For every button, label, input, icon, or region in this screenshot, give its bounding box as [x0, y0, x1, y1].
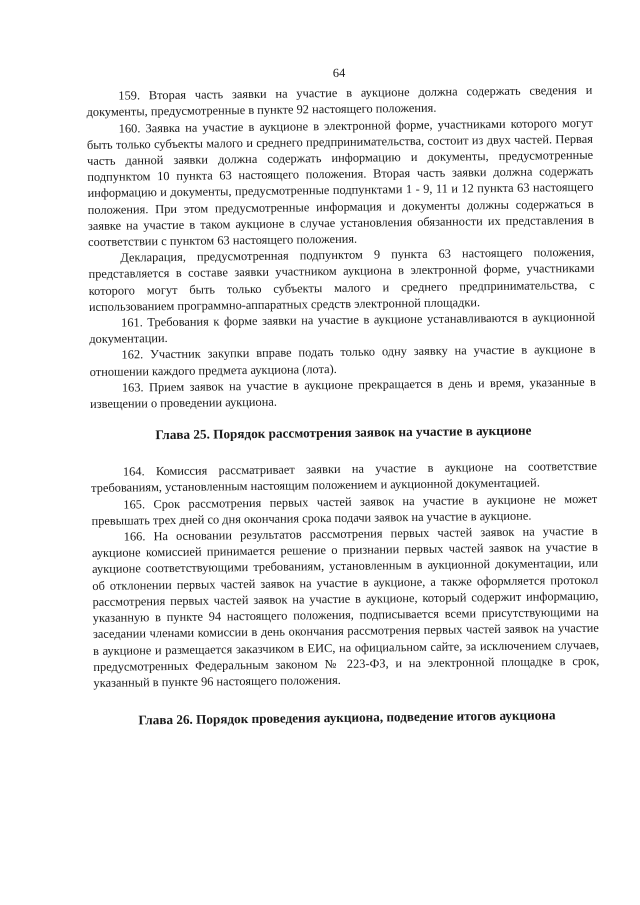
page-number: 64: [332, 65, 346, 80]
paragraph-declaration: Декларация, предусмотренная подпунктом 9 пункта 63 настоящего положения, представляется в составе заявки участником аукциона в электронной форме, участниками которого могут быть только субъекты малого и среднего предпринимательства, с использованием программно-аппаратных средств электронной площадки.: [88, 245, 595, 314]
paragraph-159: 159. Вторая часть заявки на участие в аукционе должна содержать сведения и документы, предусмотренные в пункте 92 настоящего положения.: [86, 83, 593, 120]
chapter-26-heading: Глава 26. Порядок проведения аукциона, подведение итогов аукциона: [138, 707, 556, 728]
chapter-25-heading: Глава 25. Порядок рассмотрения заявок на участие в аукционе: [155, 422, 532, 443]
paragraph-160: 160. Заявка на участие в аукционе в электронной форме, участниками которого могут быть только субъекты малого и среднего предпринимательства, состоит из двух частей. Первая часть данной заявки должна содержать информацию и документы, предусмотренные подпунктом 10 пункта 63 настоящего положения. Вторая часть заявки должна содержать информацию и документы, предусмотренные подпунктами 1 - 9, 11 и 12 пункта 63 настоящего положения. При этом предусмотренные информация и документы должны содержаться в заявке на участие в таком аукционе в случае установления обязанности их представления в соответствии с пунктом 63 настоящего положения.: [86, 115, 594, 250]
paragraph-162: 162. Участник закупки вправе подать только одну заявку на участие в аукционе в отношении каждого предмета аукциона (лота).: [89, 342, 596, 379]
paragraph-164: 164. Комиссия рассматривает заявки на участие в аукционе на соответствие требованиям, установленным настоящим положением и аукционной документацией.: [91, 459, 597, 496]
paragraph-161: 161. Требования к форме заявки на участие в аукционе устанавливаются в аукционной документации.: [89, 309, 596, 347]
paragraph-163: 163. Прием заявок на участие в аукционе прекращается в день и время, указанные в извещении о проведении аукциона.: [90, 374, 596, 412]
document-body: [86, 62, 600, 749]
paragraph-165: 165. Срок рассмотрения первых частей заявок на участие в аукционе не может превышать трех дней со дня окончания срока подачи заявок на участие в аукционе.: [91, 491, 598, 528]
paragraph-166: 166. На основании результатов рассмотрения первых частей заявок на участие в аукционе комиссией принимается решение о признании первых частей заявок на участие в аукционе соответствующими требованиям, установленным в аукционной документации, или об отклонении первых частей заявок на участие в аукционе, а также оформляется протокол рассмотрения первых частей заявок на участие в аукционе, который содержит информацию, указанную в пункте 94 настоящего положения, подписывается всеми присутствующими на заседании членами комиссии в день окончания рассмотрения первых частей заявок на участие в аукционе и размещается заказчиком в ЕИС, на официальном сайте, за исключением случаев, предусмотренных Федеральным законом № 223-ФЗ, и на электронной площадке в срок, указанный в пункте 96 настоящего положения.: [91, 523, 600, 690]
